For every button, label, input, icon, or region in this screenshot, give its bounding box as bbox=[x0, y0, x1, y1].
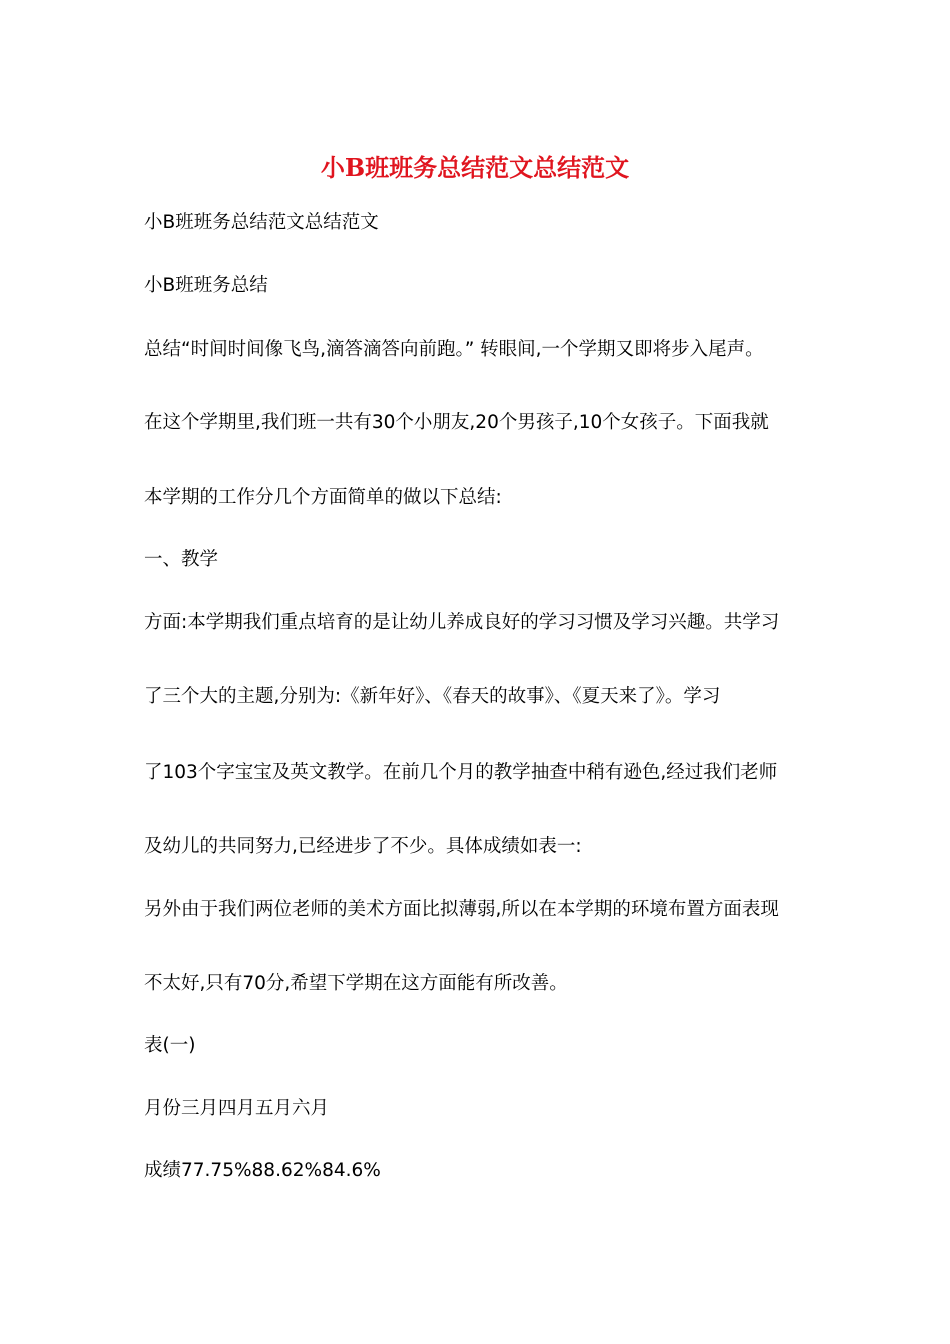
paragraph-line: 总结“时间时间像飞鸟,滴答滴答向前跑。” 转眼间,一个学期又即将步入尾声。 bbox=[144, 339, 764, 360]
document-title: 小B班班务总结范文总结范文 bbox=[320, 153, 630, 182]
paragraph-line: 及幼儿的共同努力,已经进步了不少。具体成绩如表一: bbox=[144, 836, 582, 857]
section-heading: 小B班班务总结 bbox=[144, 275, 268, 296]
subtitle-line: 小B班班务总结范文总结范文 bbox=[144, 212, 379, 233]
table-data-row: 成绩77.75%88.62%84.6% bbox=[144, 1160, 381, 1181]
paragraph-line: 在这个学期里,我们班一共有30个小朋友,20个男孩子,10个女孩子。下面我就 bbox=[144, 412, 769, 433]
paragraph-line: 本学期的工作分几个方面简单的做以下总结: bbox=[144, 487, 502, 508]
paragraph-line: 不太好,只有70分,希望下学期在这方面能有所改善。 bbox=[144, 973, 568, 994]
table-header-row: 月份三月四月五月六月 bbox=[144, 1098, 330, 1119]
paragraph-line: 方面:本学期我们重点培育的是让幼儿养成良好的学习习惯及学习兴趣。共学习 bbox=[144, 612, 780, 633]
section-heading: 一、教学 bbox=[144, 549, 219, 570]
paragraph-line: 了103个字宝宝及英文教学。在前几个月的教学抽查中稍有逊色,经过我们老师 bbox=[144, 762, 778, 783]
table-caption: 表(一) bbox=[144, 1035, 196, 1056]
paragraph-line: 了三个大的主题,分别为:《新年好》、《春天的故事》、《夏天来了》。学习 bbox=[144, 686, 721, 707]
paragraph-line: 另外由于我们两位老师的美术方面比拟薄弱,所以在本学期的环境布置方面表现 bbox=[144, 899, 779, 920]
